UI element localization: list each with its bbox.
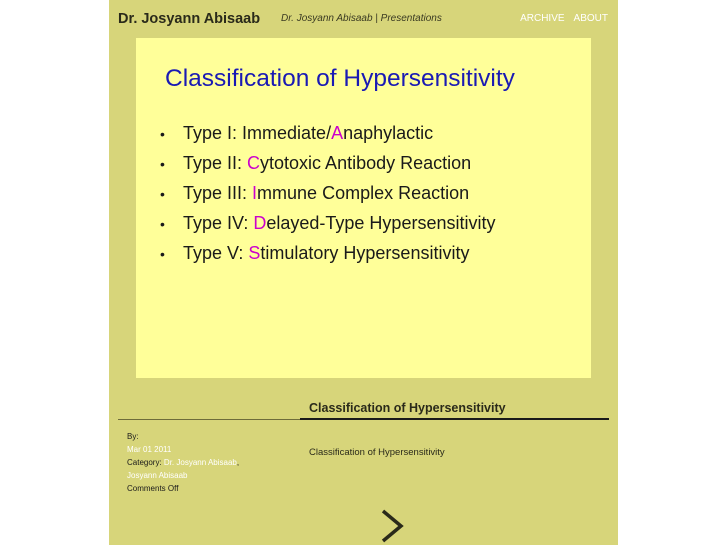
next-post-button[interactable]	[377, 508, 407, 544]
site-title[interactable]: Dr. Josyann Abisaab	[118, 11, 261, 27]
accent-letter: D	[253, 213, 267, 233]
post-divider	[300, 418, 609, 420]
category-link-dr-josyann-abisaab[interactable]: Dr. Josyann Abisaab	[163, 458, 237, 467]
top-nav	[520, 13, 608, 24]
type-rest: naphylactic	[343, 123, 434, 143]
presentation-slide[interactable]	[136, 38, 591, 378]
type-rest: ytotoxic Antibody Reaction	[260, 153, 472, 173]
type-prefix: Type V:	[183, 243, 249, 263]
post-heading[interactable]: Classification of Hypersensitivity	[309, 401, 506, 415]
accent-letter: C	[247, 153, 261, 173]
accent-letter: A	[331, 123, 344, 143]
slide-bullet-list	[160, 119, 495, 269]
slide-bullet-item	[160, 119, 495, 149]
type-prefix: Type II:	[183, 153, 248, 173]
type-rest: elayed-Type Hypersensitivity	[266, 213, 496, 233]
bullet-icon: •	[160, 126, 165, 142]
post-excerpt: Classification of Hypersensitivity	[309, 447, 445, 458]
slide-bullet-item	[160, 239, 495, 269]
meta-separator: ,	[236, 458, 240, 467]
meta-by-label: By:	[127, 432, 139, 441]
accent-letter: S	[248, 243, 261, 263]
chevron-right-icon	[377, 508, 407, 544]
category-link-josyann-abisaab[interactable]: Josyann Abisaab	[127, 471, 188, 480]
type-prefix: Type III:	[183, 183, 253, 203]
slide-bullet-item	[160, 209, 495, 239]
page-container	[109, 0, 618, 545]
meta-divider	[118, 419, 300, 420]
bullet-icon: •	[160, 186, 165, 202]
bullet-icon: •	[160, 156, 165, 172]
post-meta	[127, 430, 239, 495]
bullet-icon: •	[160, 246, 165, 262]
slide-bullet-item	[160, 149, 495, 179]
type-prefix: Type IV:	[183, 213, 254, 233]
type-prefix: Type I:	[183, 123, 243, 143]
slide-title: Classification of Hypersensitivity	[165, 65, 515, 92]
bullet-icon: •	[160, 216, 165, 232]
nav-archive-link[interactable]: ARCHIVE	[520, 13, 565, 24]
post-date-link[interactable]: Mar 01 2011	[127, 445, 172, 454]
accent-letter: I	[252, 183, 258, 203]
type-rest: mmune Complex Reaction	[257, 183, 470, 203]
type-pre-accent: Immediate/	[242, 123, 332, 143]
nav-about-link[interactable]: ABOUT	[573, 13, 608, 24]
type-rest: timulatory Hypersensitivity	[260, 243, 470, 263]
meta-category-label: Category:	[127, 458, 162, 467]
comments-status: Comments Off	[127, 484, 179, 493]
slide-bullet-item	[160, 179, 495, 209]
site-subtitle: Dr. Josyann Abisaab | Presentations	[281, 13, 442, 24]
